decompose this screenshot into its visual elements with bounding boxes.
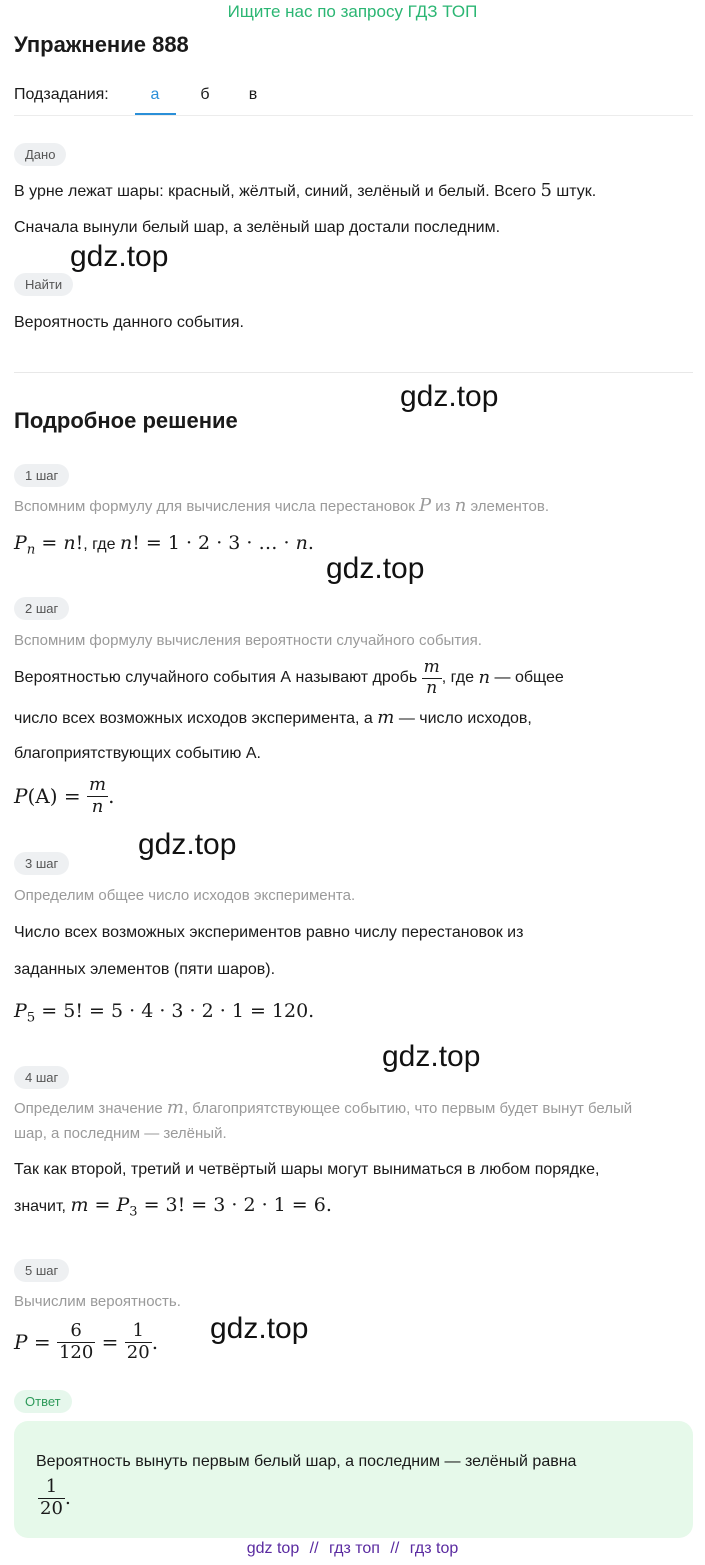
step-1-badge: 1 шаг	[14, 464, 69, 487]
step-1-formula: $P_n = n$!, где n! = 1 · 2 · 3 · … · n.	[14, 532, 314, 558]
step-4-line-1: Так как второй, третий и четвёртый шары могут выниматься в любом порядке,	[14, 1161, 600, 1178]
top-banner: Ищите нас по запросу ГДЗ ТОП	[227, 2, 478, 21]
step-2-line-2: число всех возможных исходов эксперимента, а m — число исходов,	[14, 707, 532, 728]
solution-title: Подробное решение	[14, 408, 238, 433]
fraction: $\frac{6}{120}$	[58, 1319, 94, 1363]
step-2-formula: P (A) = $\frac{m}{n}$ .	[14, 773, 115, 817]
step-5-hint: Вычислим вероятность.	[14, 1293, 181, 1310]
step-2-hint: Вспомним формулу вычисления вероятности случайного события.	[14, 632, 482, 649]
watermark: gdz.top	[70, 240, 169, 273]
footer-separator: //	[309, 1540, 319, 1557]
watermark: gdz.top	[210, 1312, 309, 1345]
watermark: gdz.top	[400, 380, 499, 413]
answer-text: Вероятность вынуть первым белый шар, а последним — зелёный равна	[36, 1453, 577, 1470]
step-2-line-1: Вероятностью случайного события А называют дробь $\frac{m}{n}$ , где n — общее	[14, 656, 564, 698]
answer-formula: $\frac{1}{20}$ .	[40, 1476, 71, 1519]
step-3-line-2: заданных элементов (пяти шаров).	[14, 961, 276, 978]
step-4-hint-2: шар, а последним — зелёный.	[14, 1125, 227, 1142]
fraction: $\frac{m}{n}$	[89, 773, 107, 817]
fraction: $\frac{1}{20}$	[40, 1476, 63, 1519]
step-5-badge: 5 шаг	[14, 1259, 69, 1282]
answer-badge: Ответ	[14, 1390, 72, 1413]
find-badge: Найти	[14, 273, 73, 296]
tab-b[interactable]: б	[200, 86, 210, 103]
step-4-line-2: значит, $m = P_3 = 3$! = 3 · 2 · 1 = 6.	[14, 1194, 332, 1220]
step-4-badge: 4 шаг	[14, 1066, 69, 1089]
watermark: gdz.top	[326, 552, 425, 585]
step-3-badge: 3 шаг	[14, 852, 69, 875]
fraction: $\frac{m}{n}$	[423, 656, 440, 698]
given-badge: Дано	[14, 143, 66, 166]
find-text: Вероятность данного события.	[14, 314, 244, 331]
step-5-formula: P = $\frac{6}{120}$ = $\frac{1}{20}$ .	[14, 1319, 159, 1363]
step-4-hint-1: Определим значение m, благоприятствующее событию, что первым будет вынут белый	[14, 1097, 633, 1118]
tabs-divider	[14, 115, 693, 116]
step-3-line-1: Число всех возможных экспериментов равно числу перестановок из	[14, 924, 524, 941]
step-3-hint: Определим общее число исходов эксперимента.	[14, 887, 356, 904]
page-title: Упражнение 888	[14, 32, 189, 57]
active-tab-indicator	[135, 113, 176, 115]
footer-link[interactable]: gdz top	[246, 1540, 300, 1557]
given-line-1: В урне лежат шары: красный, жёлтый, синий, зелёный и белый. Всего 5 штук.	[14, 180, 597, 201]
step-2-badge: 2 шаг	[14, 597, 69, 620]
step-2-line-3: благоприятствующих событию А.	[14, 745, 261, 762]
tab-v[interactable]: в	[248, 86, 258, 103]
fraction: $\frac{1}{20}$	[126, 1319, 150, 1363]
watermark: gdz.top	[382, 1040, 481, 1073]
given-line-2: Сначала вынули белый шар, а зелёный шар достали последним.	[14, 219, 501, 236]
footer-link[interactable]: гдз топ	[329, 1540, 380, 1557]
step-3-formula: $P_5 = 5$! = 5 · 4 · 3 · 2 · 1 = 120.	[14, 1000, 315, 1026]
footer-separator: //	[390, 1540, 400, 1557]
section-divider	[14, 372, 693, 373]
subtasks-label: Подзадания:	[14, 86, 109, 103]
watermark: gdz.top	[138, 828, 237, 861]
answer-box	[14, 1421, 693, 1538]
footer-link[interactable]: гдз top	[409, 1540, 459, 1557]
step-1-hint: Вспомним формулу для вычисления числа перестановок P из n элементов.	[14, 495, 550, 516]
tab-a[interactable]: а	[150, 86, 160, 103]
footer	[0, 1540, 705, 1558]
